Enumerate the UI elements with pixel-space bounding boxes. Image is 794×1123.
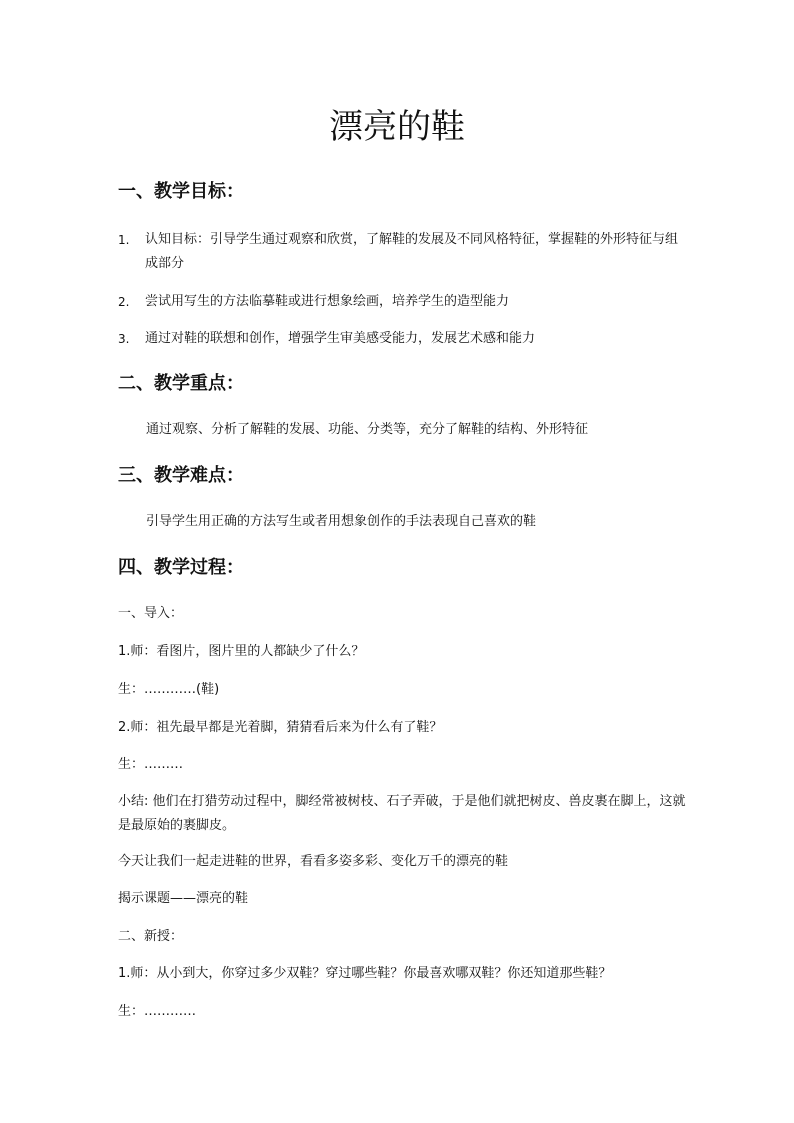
process-paragraph: 生：……… <box>118 757 184 772</box>
process-paragraph: 二、新授： <box>118 929 184 944</box>
process-paragraph: 生：…………(鞋) <box>118 682 220 697</box>
key-points-heading: 二、教学重点： <box>118 373 244 394</box>
list-number: 3. <box>118 332 130 346</box>
key-points-text: 通过观察、分析了解鞋的发展、功能、分类等，充分了解鞋的结构、外形特征 <box>146 422 589 437</box>
list-number: 2. <box>118 295 130 309</box>
process-paragraph: 揭示课题——漂亮的鞋 <box>118 891 249 906</box>
difficulties-text: 引导学生用正确的方法写生或者用想象创作的手法表现自己喜欢的鞋 <box>146 514 537 529</box>
list-item <box>118 228 688 276</box>
objectives-list <box>118 228 688 351</box>
process-paragraph: 一、导入： <box>118 606 184 621</box>
document-title: 漂亮的鞋 <box>329 107 465 147</box>
process-paragraph: 1.师：从小到大，你穿过多少双鞋？穿过哪些鞋？你最喜欢哪双鞋？你还知道那些鞋？ <box>118 966 612 981</box>
list-item <box>118 327 688 351</box>
process-heading: 四、教学过程： <box>118 557 244 578</box>
process-paragraph: 生：………… <box>118 1004 197 1019</box>
process-paragraph: 2.师：祖先最早都是光着脚，猜猜看后来为什么有了鞋？ <box>118 720 443 735</box>
list-text: 通过对鞋的联想和创作，增强学生审美感受能力，发展艺术感和能力 <box>145 331 536 346</box>
process-paragraph: 今天让我们一起走进鞋的世界，看看多姿多彩、变化万千的漂亮的鞋 <box>118 854 509 869</box>
process-paragraph: 1.师：看图片，图片里的人都缺少了什么？ <box>118 644 365 659</box>
process-paragraph: 小结: 他们在打猎劳动过程中，脚经常被树枝、石子弄破，于是他们就把树皮、兽皮裹在脚上，这就是最原始的裹脚皮。 <box>118 794 686 833</box>
difficulties-heading: 三、教学难点： <box>118 465 244 486</box>
list-number: 1. <box>118 233 130 247</box>
list-text: 认知目标：引导学生通过观察和欣赏，了解鞋的发展及不同风格特征，掌握鞋的外形特征与组成部分 <box>145 232 679 271</box>
objectives-heading: 一、教学目标： <box>118 181 244 202</box>
list-text: 尝试用写生的方法临摹鞋或进行想象绘画，培养学生的造型能力 <box>145 294 510 309</box>
list-item <box>118 290 688 314</box>
